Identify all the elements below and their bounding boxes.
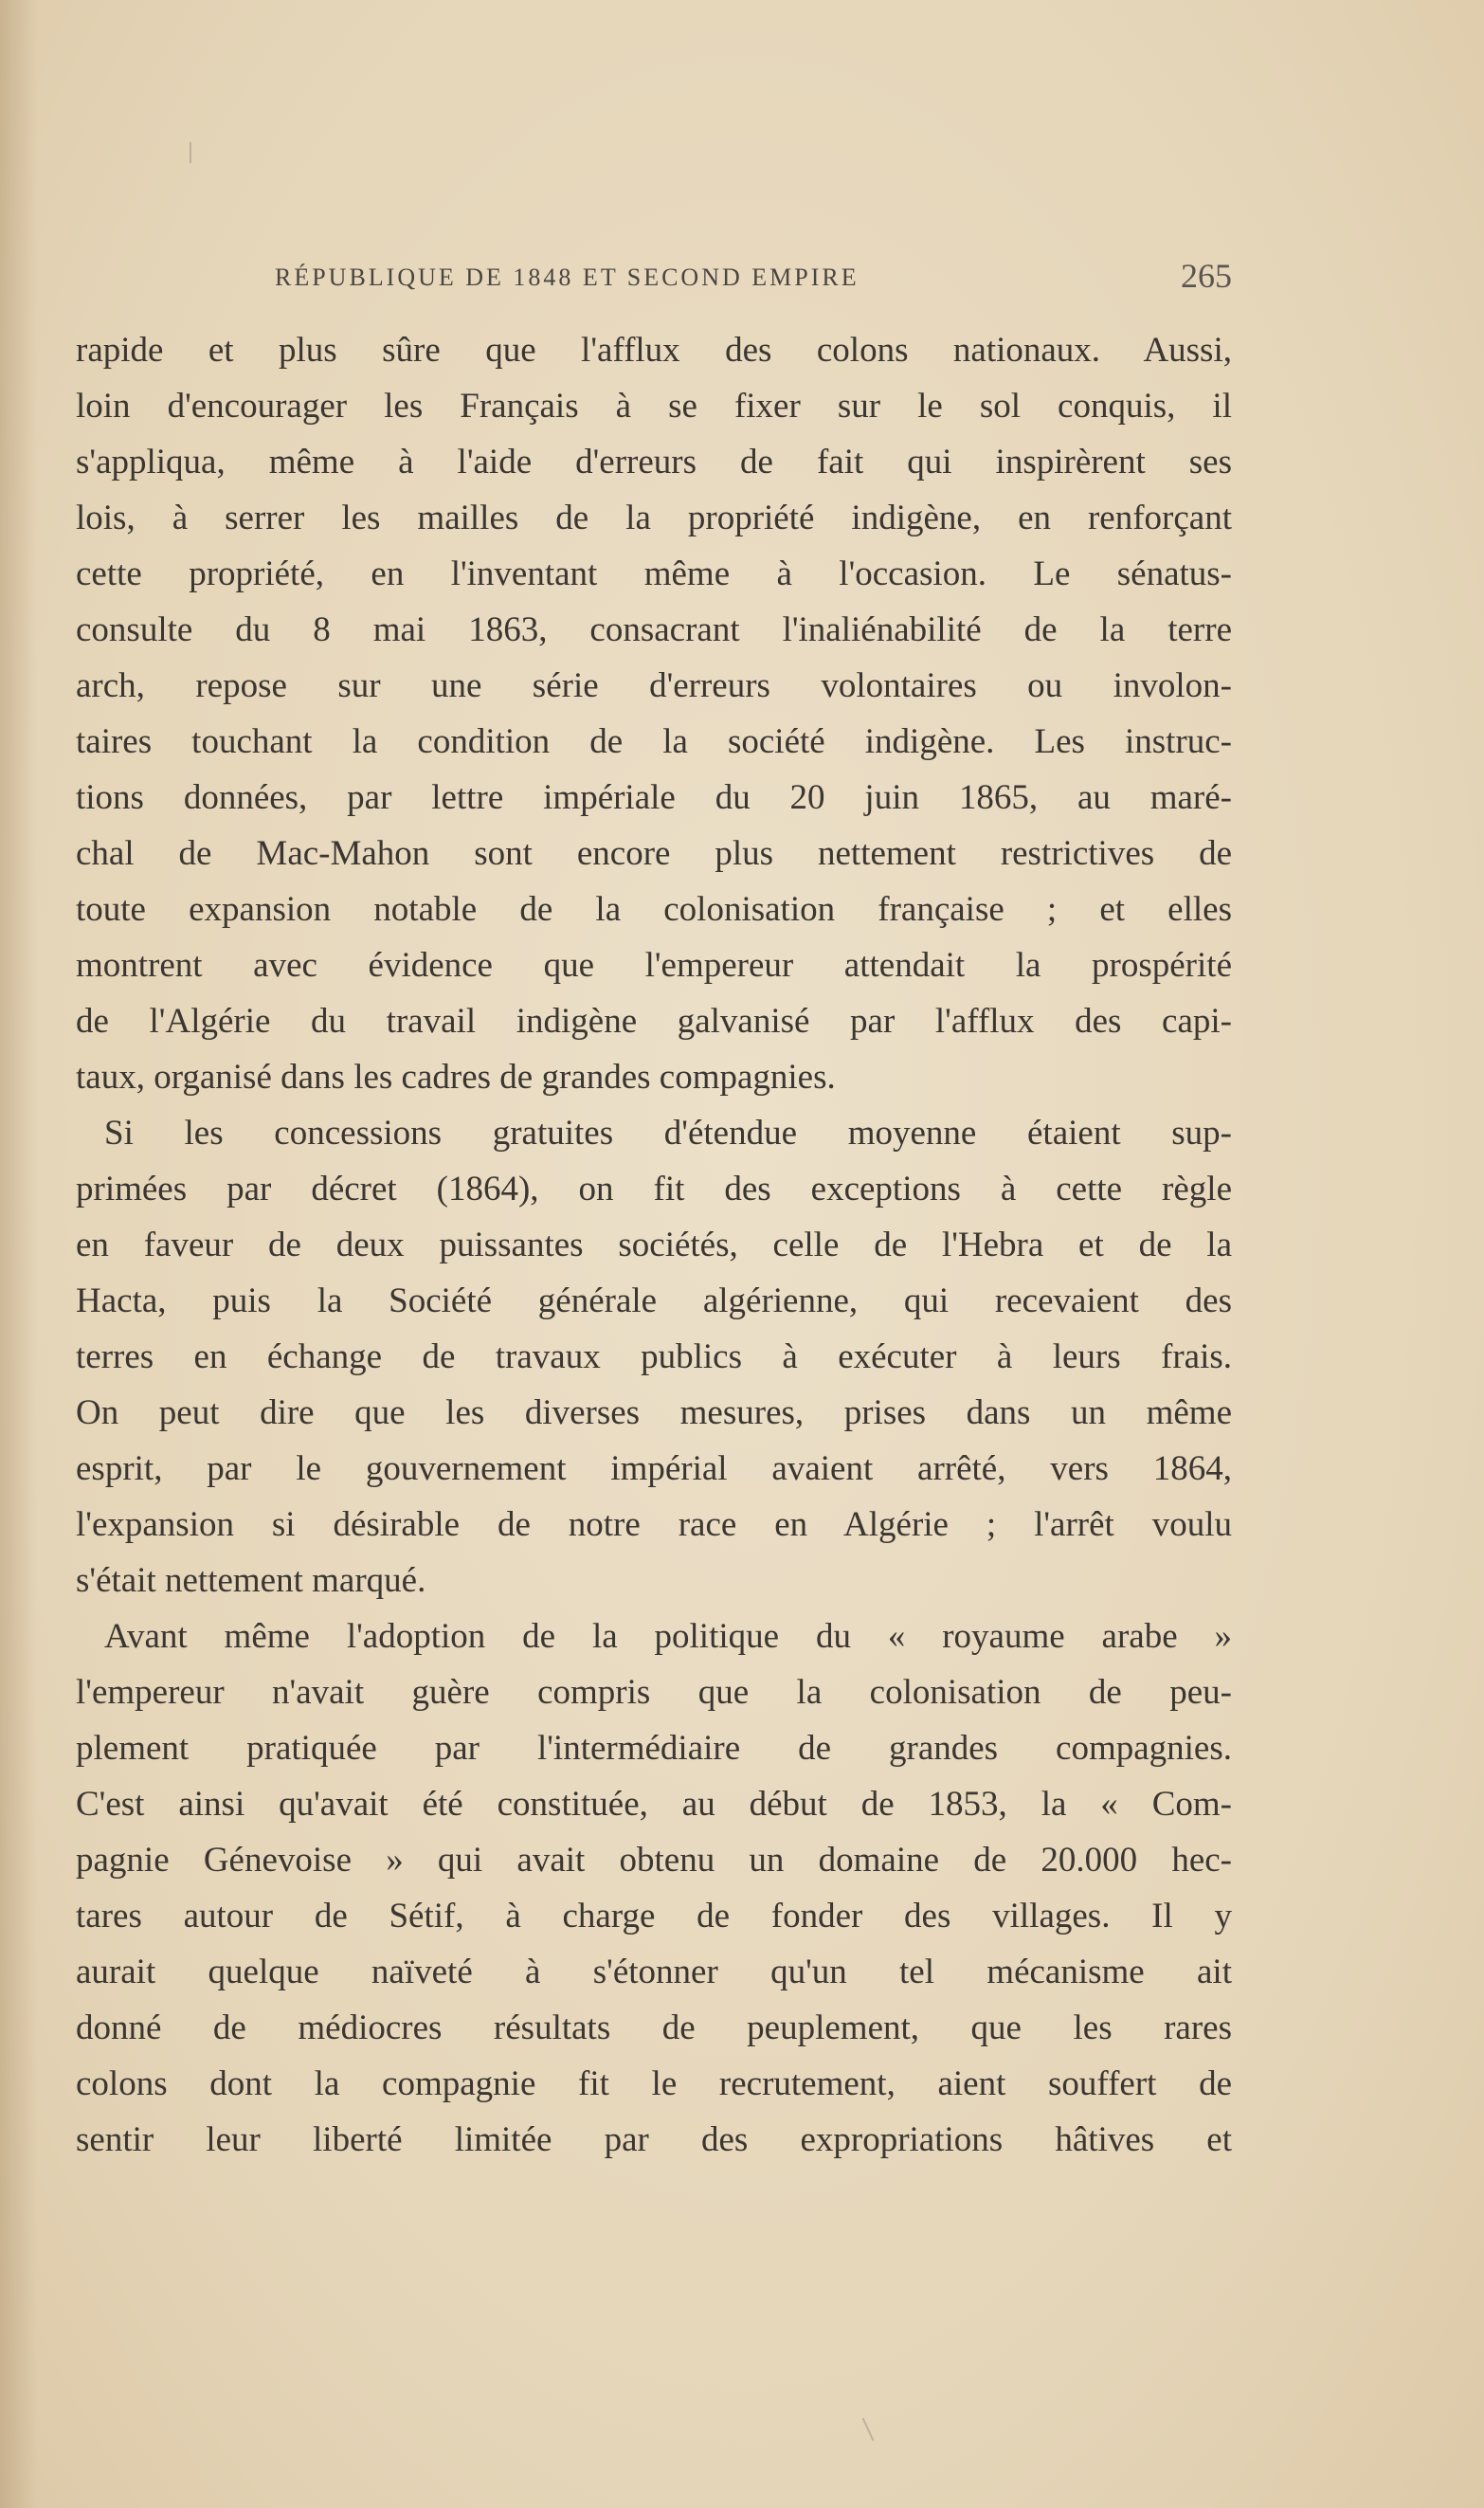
text-line: rapide et plus sûre que l'afflux des colons nationaux. Aussi, [76, 331, 1232, 370]
page-header [275, 256, 1232, 303]
text-line: s'appliqua, même à l'aide d'erreurs de fait qui inspirèrent ses [76, 443, 1232, 482]
text-line: primées par décret (1864), on fit des exceptions à cette règle [76, 1170, 1232, 1209]
text-line: tares autour de Sétif, à charge de fonder des villages. Il y [76, 1897, 1232, 1936]
text-line: Avant même l'adoption de la politique du « royaume arabe » [104, 1617, 1232, 1656]
text-line: s'était nettement marqué. [76, 1561, 426, 1600]
text-line: chal de Mac-Mahon sont encore plus nettement restrictives de [76, 834, 1232, 873]
text-line: lois, à serrer les mailles de la propriété indigène, en renforçant [76, 499, 1232, 537]
text-line: loin d'encourager les Français à se fixer sur le sol conquis, il [76, 387, 1232, 426]
body-text [76, 322, 1232, 2168]
text-line: l'empereur n'avait guère compris que la colonisation de peu- [76, 1673, 1232, 1712]
text-line: Si les concessions gratuites d'étendue moyenne étaient sup- [104, 1114, 1232, 1153]
paper-mark [862, 2418, 875, 2441]
text-line: aurait quelque naïveté à s'étonner qu'un tel mécanisme ait [76, 1953, 1232, 1991]
text-line: de l'Algérie du travail indigène galvanisé par l'afflux des capi- [76, 1002, 1232, 1041]
text-line: Hacta, puis la Société générale algérienne, qui recevaient des [76, 1281, 1232, 1320]
text-line: sentir leur liberté limitée par des expropriations hâtives et [76, 2120, 1232, 2159]
running-title: RÉPUBLIQUE DE 1848 ET SECOND EMPIRE [275, 264, 860, 291]
text-line: toute expansion notable de la colonisation française ; et elles [76, 890, 1232, 929]
text-line: esprit, par le gouvernement impérial avaient arrêté, vers 1864, [76, 1449, 1232, 1488]
text-line: tions données, par lettre impériale du 20 juin 1865, au maré- [76, 778, 1232, 817]
text-line: taux, organisé dans les cadres de grandes compagnies. [76, 1058, 836, 1097]
text-line: pagnie Génevoise » qui avait obtenu un domaine de 20.000 hec- [76, 1841, 1232, 1880]
text-line: terres en échange de travaux publics à exécuter à leurs frais. [76, 1337, 1232, 1376]
text-line: consulte du 8 mai 1863, consacrant l'inaliénabilité de la terre [76, 610, 1232, 649]
page-gutter-shadow [0, 0, 38, 2508]
text-line: On peut dire que les diverses mesures, prises dans un même [76, 1393, 1232, 1432]
text-line: plement pratiquée par l'intermédiaire de grandes compagnies. [76, 1729, 1232, 1768]
text-line: arch, repose sur une série d'erreurs volontaires ou involon- [76, 666, 1232, 705]
text-line: taires touchant la condition de la société indigène. Les instruc- [76, 722, 1232, 761]
text-line: en faveur de deux puissantes sociétés, celle de l'Hebra et de la [76, 1226, 1232, 1264]
text-line: cette propriété, en l'inventant même à l'occasion. Le sénatus- [76, 554, 1232, 593]
paper-mark [190, 142, 191, 163]
text-line: l'expansion si désirable de notre race en Algérie ; l'arrêt voulu [76, 1505, 1232, 1544]
text-line: donné de médiocres résultats de peuplement, que les rares [76, 2008, 1232, 2047]
text-line: colons dont la compagnie fit le recrutement, aient souffert de [76, 2064, 1232, 2103]
text-line: C'est ainsi qu'avait été constituée, au début de 1853, la « Com- [76, 1785, 1232, 1824]
text-line: montrent avec évidence que l'empereur attendait la prospérité [76, 946, 1232, 985]
page-number: 265 [1181, 257, 1232, 295]
